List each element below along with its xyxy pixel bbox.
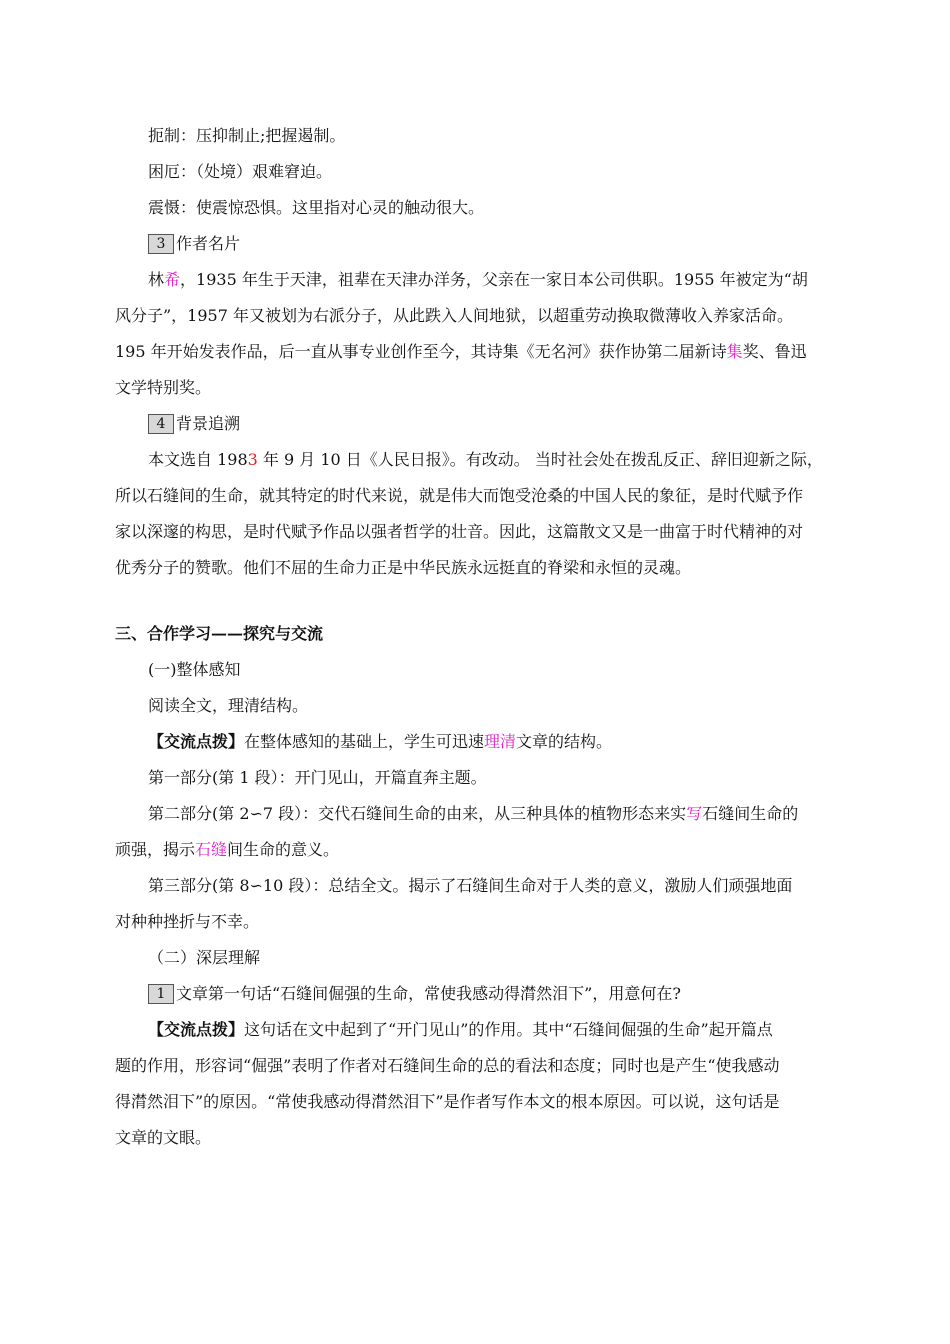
text-run: 顽强，揭示 xyxy=(115,840,196,859)
structure-part xyxy=(115,796,840,832)
text-run: 奖、鲁迅 xyxy=(742,342,807,361)
definition-line: 扼制：压抑制止;把握遏制。 xyxy=(148,126,346,145)
text-run: 间生命的意义。 xyxy=(227,840,340,859)
highlight-text: 希 xyxy=(164,270,181,289)
subsection-title: (一)整体感知 xyxy=(148,660,241,679)
background-paragraph-line: 所以石缝间的生命，就其特定的时代来说，就是伟大而饱受沧桑的中国人民的象征，是时代赋予作 xyxy=(115,486,804,505)
text-run: 这句话在文中起到了“开门见山”的作用。其中“石缝间倔强的生命”起开篇点 xyxy=(244,1020,773,1039)
text-run: 文章的结构。 xyxy=(516,732,613,751)
text-run: 石缝间生命的 xyxy=(702,804,799,823)
structure-part-cont xyxy=(115,832,840,868)
question-text: 文章第一句话“石缝间倔强的生命，常使我感动得潸然泪下”，用意何在? xyxy=(176,984,681,1003)
text-run: 195 年开始发表作品，后一直从事专业创作至今，其诗集《无名河》获作协第二届新诗 xyxy=(115,342,727,361)
question-line xyxy=(115,976,840,1012)
text-run: 林 xyxy=(148,270,165,289)
structure-part: 第一部分(第 1 段）：开门见山，开篇直奔主题。 xyxy=(148,768,487,787)
question-number-box: 1 xyxy=(148,984,174,1004)
subsection-title: （二）深层理解 xyxy=(148,948,261,967)
author-paragraph-line: 文学特别奖。 xyxy=(115,378,212,397)
instruction-line: 阅读全文，理清结构。 xyxy=(148,696,309,715)
author-heading xyxy=(115,226,840,262)
tip-label: 【交流点拨】 xyxy=(148,1020,245,1039)
text-run: 第二部分(第 2∽7 段）：交代石缝间生命的由来，从三种具体的植物形态来实 xyxy=(148,804,687,823)
text-run: 年 9 月 10 日《人民日报》。有改动。 当时社会处在拨乱反正、辞旧迎新之际， xyxy=(257,450,823,469)
tip-label: 【交流点拨】 xyxy=(148,732,245,751)
tip-line xyxy=(115,724,840,760)
highlight-text: 理清 xyxy=(484,732,517,751)
definition-line: 困厄：（处境）艰难窘迫。 xyxy=(148,162,333,181)
definition-line: 震慑：使震惊恐惧。这里指对心灵的触动很大。 xyxy=(148,198,485,217)
background-paragraph-line: 优秀分子的赞歌。他们不屈的生命力正是中华民族永远挺直的脊梁和永恒的灵魂。 xyxy=(115,558,692,577)
section-title: 三、合作学习——探究与交流 xyxy=(115,624,324,643)
section-number-box: 3 xyxy=(148,234,174,254)
author-paragraph-line: 风分子”，1957 年又被划为右派分子，从此跌入人间地狱，以超重劳动换取微薄收入养家活命。 xyxy=(115,306,793,325)
structure-part-cont: 对种种挫折与不幸。 xyxy=(115,912,260,931)
background-paragraph-line: 家以深邃的构思，是时代赋予作品以强者哲学的壮音。因此，这篇散文又是一曲富于时代精神的对 xyxy=(115,522,804,541)
background-paragraph-line xyxy=(115,442,840,478)
text-run: 在整体感知的基础上，学生可迅速 xyxy=(244,732,485,751)
text-run: ，1935 年生于天津，祖辈在天津办洋务，父亲在一家日本公司供职。1955 年被定为“胡 xyxy=(180,270,808,289)
background-heading-text: 背景追溯 xyxy=(176,414,241,433)
author-heading-text: 作者名片 xyxy=(176,234,241,253)
section-number-box: 4 xyxy=(148,414,174,434)
answer-line: 得潸然泪下”的原因。“常使我感动得潸然泪下”是作者写作本文的根本原因。可以说，这句话是 xyxy=(115,1092,780,1111)
background-heading xyxy=(115,406,840,442)
text-run: 本文选自 198 xyxy=(148,450,248,469)
highlight-text: 石缝 xyxy=(195,840,228,859)
document-page xyxy=(115,118,840,1156)
highlight-text: 写 xyxy=(686,804,703,823)
highlight-text: 3 xyxy=(247,450,258,469)
answer-line: 题的作用，形容词“倔强”表明了作者对石缝间生命的总的看法和态度；同时也是产生“使我感动 xyxy=(115,1056,780,1075)
author-paragraph-line xyxy=(115,262,840,298)
highlight-text: 集 xyxy=(726,342,743,361)
structure-part: 第三部分(第 8∽10 段）：总结全文。揭示了石缝间生命对于人类的意义，激励人们顽强地面 xyxy=(148,876,793,895)
answer-line xyxy=(115,1012,840,1048)
answer-line: 文章的文眼。 xyxy=(115,1128,212,1147)
author-paragraph-line xyxy=(115,334,840,370)
